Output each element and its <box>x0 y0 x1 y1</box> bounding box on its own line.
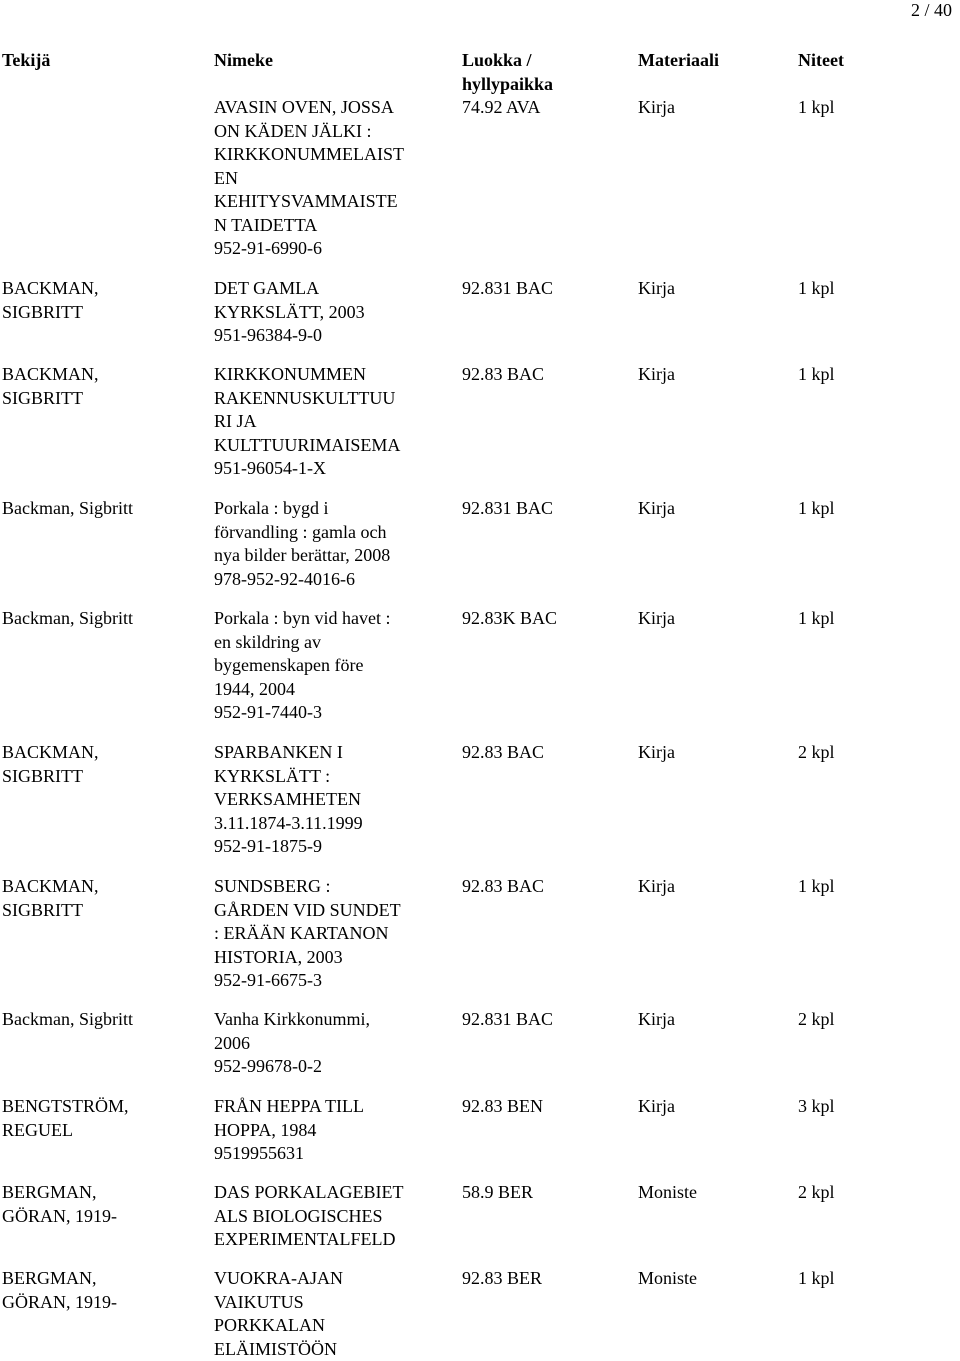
title-line: GÅRDEN VID SUNDET <box>214 899 454 923</box>
title-line: Vanha Kirkkonummi, <box>214 1008 454 1032</box>
title-line: KIRKKONUMMEN <box>214 363 454 387</box>
author-line: SIGBRITT <box>2 301 202 325</box>
author-cell <box>2 363 202 410</box>
author-line: GÖRAN, 1919- <box>2 1205 202 1229</box>
author-line: BERGMAN, <box>2 1181 202 1205</box>
title-line: PORKKALAN <box>214 1314 454 1338</box>
copies-cell: 1 kpl <box>798 363 835 387</box>
author-line: Backman, Sigbritt <box>2 607 202 631</box>
title-cell <box>214 96 454 261</box>
title-line: Porkala : bygd i <box>214 497 454 521</box>
author-cell <box>2 1181 202 1228</box>
copies-cell: 2 kpl <box>798 741 835 765</box>
header-title: Nimeke <box>214 49 273 73</box>
material-cell: Kirja <box>638 875 675 899</box>
title-line: 952-99678-0-2 <box>214 1055 454 1079</box>
title-line: KYRKSLÄTT, 2003 <box>214 301 454 325</box>
title-line: N TAIDETTA <box>214 214 454 238</box>
header-author: Tekijä <box>2 49 50 73</box>
class-cell: 92.83 BAC <box>462 363 544 387</box>
material-cell: Kirja <box>638 96 675 120</box>
title-cell <box>214 607 454 725</box>
title-line: KULTTUURIMAISEMA <box>214 434 454 458</box>
author-cell <box>2 1095 202 1142</box>
title-line: 3.11.1874-3.11.1999 <box>214 812 454 836</box>
material-cell: Kirja <box>638 741 675 765</box>
title-line: 978-952-92-4016-6 <box>214 568 454 592</box>
title-line: en skildring av <box>214 631 454 655</box>
author-cell <box>2 1008 202 1032</box>
class-cell: 92.83 BAC <box>462 741 544 765</box>
title-line: FRÅN HEPPA TILL <box>214 1095 454 1119</box>
title-cell <box>214 277 454 348</box>
title-line: VUOKRA-AJAN <box>214 1267 454 1291</box>
title-line: 952-91-6990-6 <box>214 237 454 261</box>
author-cell <box>2 741 202 788</box>
title-line: RI JA <box>214 410 454 434</box>
title-line: ALS BIOLOGISCHES <box>214 1205 454 1229</box>
title-cell <box>214 1267 454 1361</box>
title-line: EN <box>214 167 454 191</box>
copies-cell: 2 kpl <box>798 1008 835 1032</box>
title-line: förvandling : gamla och <box>214 521 454 545</box>
material-cell: Kirja <box>638 497 675 521</box>
title-line: 952-91-7440-3 <box>214 701 454 725</box>
title-line: bygemenskapen före <box>214 654 454 678</box>
material-cell: Kirja <box>638 607 675 631</box>
header-class-line1: Luokka / <box>462 49 553 73</box>
author-cell <box>2 1267 202 1314</box>
title-line: VAIKUTUS <box>214 1291 454 1315</box>
author-cell <box>2 607 202 631</box>
header-material: Materiaali <box>638 49 719 73</box>
header-copies: Niteet <box>798 49 844 73</box>
class-cell: 74.92 AVA <box>462 96 540 120</box>
author-cell <box>2 497 202 521</box>
title-line: SPARBANKEN I <box>214 741 454 765</box>
title-line: DET GAMLA <box>214 277 454 301</box>
title-line: HISTORIA, 2003 <box>214 946 454 970</box>
title-line: AVASIN OVEN, JOSSA <box>214 96 454 120</box>
copies-cell: 1 kpl <box>798 497 835 521</box>
header-class <box>462 49 553 96</box>
title-cell <box>214 363 454 481</box>
author-line: BACKMAN, <box>2 277 202 301</box>
title-line: 1944, 2004 <box>214 678 454 702</box>
author-line: Backman, Sigbritt <box>2 1008 202 1032</box>
copies-cell: 1 kpl <box>798 875 835 899</box>
page-number: 2 / 40 <box>911 0 952 23</box>
title-cell <box>214 1095 454 1166</box>
material-cell: Kirja <box>638 1008 675 1032</box>
class-cell: 92.831 BAC <box>462 1008 553 1032</box>
title-line: 9519955631 <box>214 1142 454 1166</box>
author-line: BERGMAN, <box>2 1267 202 1291</box>
author-line: BACKMAN, <box>2 741 202 765</box>
title-line: ON KÄDEN JÄLKI : <box>214 120 454 144</box>
author-line: GÖRAN, 1919- <box>2 1291 202 1315</box>
title-line: EXPERIMENTALFELD <box>214 1228 454 1252</box>
class-cell: 92.83 BEN <box>462 1095 543 1119</box>
author-line: BACKMAN, <box>2 363 202 387</box>
title-line: 952-91-1875-9 <box>214 835 454 859</box>
title-cell <box>214 1008 454 1079</box>
title-line: 2006 <box>214 1032 454 1056</box>
copies-cell: 1 kpl <box>798 607 835 631</box>
copies-cell: 2 kpl <box>798 1181 835 1205</box>
material-cell: Moniste <box>638 1181 697 1205</box>
title-line: nya bilder berättar, 2008 <box>214 544 454 568</box>
title-line: KIRKKONUMMELAIST <box>214 143 454 167</box>
title-cell <box>214 1181 454 1252</box>
author-line: SIGBRITT <box>2 387 202 411</box>
title-line: VERKSAMHETEN <box>214 788 454 812</box>
author-cell <box>2 875 202 922</box>
title-line: KEHITYSVAMMAISTE <box>214 190 454 214</box>
author-line: SIGBRITT <box>2 899 202 923</box>
author-line: BACKMAN, <box>2 875 202 899</box>
title-line: : ERÄÄN KARTANON <box>214 922 454 946</box>
material-cell: Moniste <box>638 1267 697 1291</box>
material-cell: Kirja <box>638 277 675 301</box>
title-line: 951-96384-9-0 <box>214 324 454 348</box>
title-line: Porkala : byn vid havet : <box>214 607 454 631</box>
copies-cell: 1 kpl <box>798 96 835 120</box>
title-cell <box>214 497 454 591</box>
material-cell: Kirja <box>638 363 675 387</box>
author-line: REGUEL <box>2 1119 202 1143</box>
title-cell <box>214 875 454 993</box>
title-cell <box>214 741 454 859</box>
title-line: ELÄIMISTÖÖN <box>214 1338 454 1361</box>
title-line: RAKENNUSKULTTUU <box>214 387 454 411</box>
title-line: KYRKSLÄTT : <box>214 765 454 789</box>
author-line: Backman, Sigbritt <box>2 497 202 521</box>
copies-cell: 1 kpl <box>798 1267 835 1291</box>
copies-cell: 1 kpl <box>798 277 835 301</box>
class-cell: 92.83K BAC <box>462 607 557 631</box>
copies-cell: 3 kpl <box>798 1095 835 1119</box>
title-line: 951-96054-1-X <box>214 457 454 481</box>
author-cell <box>2 277 202 324</box>
author-line: BENGTSTRÖM, <box>2 1095 202 1119</box>
title-line: SUNDSBERG : <box>214 875 454 899</box>
header-class-line2: hyllypaikka <box>462 73 553 97</box>
material-cell: Kirja <box>638 1095 675 1119</box>
author-line: SIGBRITT <box>2 765 202 789</box>
class-cell: 58.9 BER <box>462 1181 533 1205</box>
class-cell: 92.83 BAC <box>462 875 544 899</box>
class-cell: 92.83 BER <box>462 1267 542 1291</box>
title-line: DAS PORKALAGEBIET <box>214 1181 454 1205</box>
title-line: 952-91-6675-3 <box>214 969 454 993</box>
title-line: HOPPA, 1984 <box>214 1119 454 1143</box>
class-cell: 92.831 BAC <box>462 277 553 301</box>
class-cell: 92.831 BAC <box>462 497 553 521</box>
